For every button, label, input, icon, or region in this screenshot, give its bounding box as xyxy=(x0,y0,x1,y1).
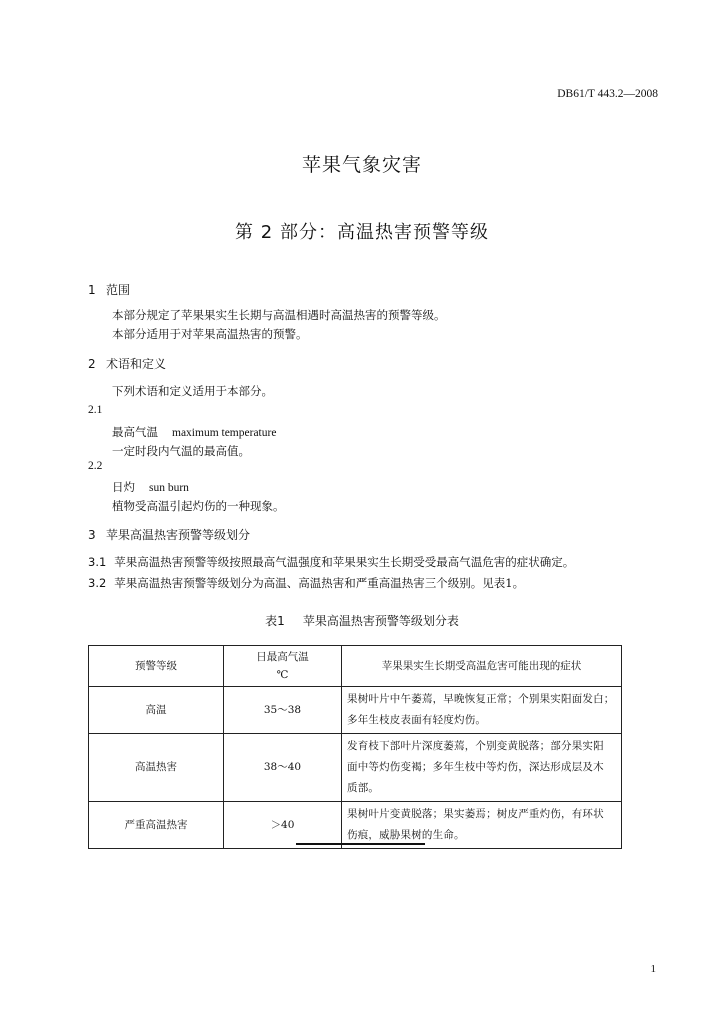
header-warning-level: 预警等级 xyxy=(89,646,224,687)
term-number: 2.2 xyxy=(88,460,103,472)
section-title: 苹果高温热害预警等级划分 xyxy=(106,528,251,542)
cell-temp: 38～40 xyxy=(224,734,342,802)
table-title: 苹果高温热害预警等级划分表 xyxy=(302,614,459,628)
clause-text: 苹果高温热害预警等级划分为高温、高温热害和严重高温热害三个级别。见表1。 xyxy=(114,576,525,590)
end-rule xyxy=(296,843,425,845)
cell-symptom xyxy=(342,802,622,849)
table-row xyxy=(89,802,622,849)
table-header-row xyxy=(89,646,622,687)
cell-symptom xyxy=(342,687,622,734)
header-daily-max-temp xyxy=(224,646,342,687)
section-heading-scope xyxy=(88,281,130,298)
term-zh: 最高气温 xyxy=(112,425,158,439)
cell-level: 高温 xyxy=(89,687,224,734)
page-number: 1 xyxy=(650,963,656,975)
term-en: maximum temperature xyxy=(172,427,277,439)
part-title: 第 2 部分：高温热害预警等级 xyxy=(235,222,489,243)
section-heading-terms xyxy=(88,355,166,372)
warning-grade-table xyxy=(88,645,622,849)
term-definition: 一定时段内气温的最高值。 xyxy=(112,444,250,458)
cell-level: 高温热害 xyxy=(89,734,224,802)
symptom-line: 多年生枝皮表面有轻度灼伤。 xyxy=(347,714,487,726)
cell-symptom xyxy=(342,734,622,802)
header-temp-unit: ℃ xyxy=(276,669,289,681)
clause-number: 3.1 xyxy=(88,555,107,569)
paragraph: 本部分适用于对苹果高温热害的预警。 xyxy=(112,327,308,341)
cell-level: 严重高温热害 xyxy=(89,802,224,849)
term-number: 2.1 xyxy=(88,404,103,416)
symptom-line: 面中等灼伤变褐；多年生枝中等灼伤，深达形成层及木 xyxy=(347,761,604,773)
section-number: 2 xyxy=(88,357,96,371)
paragraph: 本部分规定了苹果果实生长期与高温相遇时高温热害的预警等级。 xyxy=(112,308,446,322)
term-zh: 日灼 xyxy=(112,480,135,494)
header-temp-label: 日最高气温 xyxy=(256,651,309,663)
section-number: 3 xyxy=(88,528,96,542)
symptom-line: 伤痕，威胁果树的生命。 xyxy=(347,829,465,841)
clause-text: 苹果高温热害预警等级按照最高气温强度和苹果果实生长期受受最高气温危害的症状确定。 xyxy=(114,555,575,569)
table-caption xyxy=(0,612,724,629)
term-entry xyxy=(112,479,189,495)
section-title: 范围 xyxy=(106,283,131,297)
paragraph: 下列术语和定义适用于本部分。 xyxy=(112,384,273,398)
term-en: sun burn xyxy=(149,482,189,494)
symptom-line: 果树叶片中午萎蔫，早晚恢复正常；个别果实阳面发白； xyxy=(347,693,615,705)
term-entry xyxy=(112,424,276,440)
symptom-line: 发育枝下部叶片深度萎蔫，个别变黄脱落；部分果实阳 xyxy=(347,740,604,752)
symptom-line: 质部。 xyxy=(347,782,380,794)
clause-number: 3.2 xyxy=(88,576,107,590)
standard-code: DB61/T 443.2—2008 xyxy=(557,88,658,100)
section-title: 术语和定义 xyxy=(106,357,167,371)
clause xyxy=(88,554,574,570)
document-title: 苹果气象灾害 xyxy=(301,154,422,176)
section-heading-grading xyxy=(88,526,250,543)
table-row xyxy=(89,687,622,734)
symptom-line: 果树叶片变黄脱落；果实萎焉；树皮严重灼伤，有环状 xyxy=(347,808,604,820)
table-row xyxy=(89,734,622,802)
cell-temp: 35～38 xyxy=(224,687,342,734)
table-label: 表1 xyxy=(265,614,285,628)
cell-temp: ＞40 xyxy=(224,802,342,849)
section-number: 1 xyxy=(88,283,96,297)
term-definition: 植物受高温引起灼伤的一种现象。 xyxy=(112,499,285,513)
header-symptoms: 苹果果实生长期受高温危害可能出现的症状 xyxy=(342,646,622,687)
clause xyxy=(88,575,524,591)
